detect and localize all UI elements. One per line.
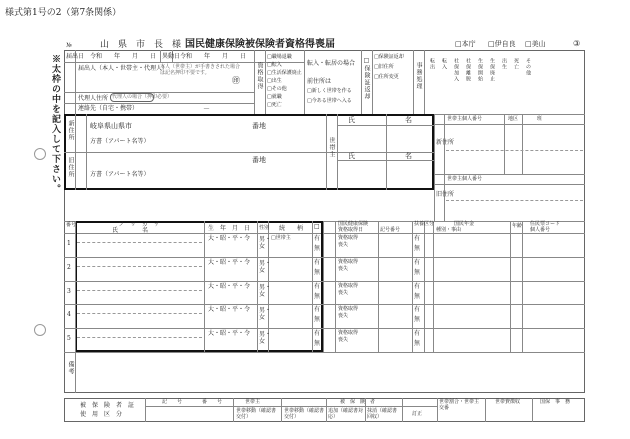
row-era[interactable]: 大・昭・平・令 — [208, 259, 251, 266]
row-kana-separator — [77, 266, 202, 267]
row-acq: 資格取得 — [338, 330, 359, 336]
footer-sub-1: 世帯移動（確認書交付） — [236, 408, 277, 420]
col-check[interactable]: □ — [314, 223, 320, 230]
panel-item-8[interactable]: 死亡 — [513, 58, 519, 70]
office-ijira[interactable]: □伊自良 — [488, 40, 516, 48]
name-col-2: 名 — [405, 152, 412, 160]
footer-left-1: 被 保 険 者 証 — [80, 402, 135, 409]
row-era[interactable]: 大・昭・平・令 — [208, 330, 251, 337]
form-no-label: № — [66, 42, 72, 49]
row-kana-separator — [77, 337, 202, 338]
form-code: 様式第1号の2（第7条関係） — [5, 8, 122, 18]
side-instruction: ※太枠の中を記入して下さい。 — [50, 54, 60, 194]
col-indiv-no: 個人番号 — [530, 227, 551, 233]
reason-code-a: □保険証返却 — [363, 57, 370, 100]
punch-hole-top — [34, 148, 46, 160]
row-sub-no[interactable]: 無 — [414, 293, 421, 300]
row-yes[interactable]: 有 — [314, 306, 321, 313]
old-apartment-label: 方書（アパート名等） — [90, 171, 150, 178]
panel-item-9[interactable]: その他 — [525, 58, 531, 76]
acq-option-2[interactable]: □転入 — [267, 62, 282, 68]
row-sub-yes[interactable]: 有 — [414, 306, 421, 313]
panel-item-3[interactable]: 社保加入 — [453, 58, 459, 82]
loss-option-4[interactable]: □死亡 — [267, 102, 282, 108]
row-sub-yes[interactable]: 有 — [414, 259, 421, 266]
col-nenkin: 国民年金 — [454, 221, 475, 227]
prev-option-1[interactable]: □新しく世帯を作る — [307, 88, 352, 94]
panel-item-7[interactable]: 出生 — [501, 58, 507, 70]
row-number: 3 — [67, 288, 71, 295]
footer-right-3: 国保 事 務 — [540, 399, 571, 405]
addressee: 山 県 市 長 様 — [100, 40, 182, 50]
col-ins-no: 記号番号 — [380, 227, 401, 233]
row-no[interactable]: 無 — [314, 269, 321, 276]
row-sub-no[interactable]: 無 — [414, 269, 421, 276]
household-no-label-2: 世帯主個人番号 — [447, 176, 483, 182]
row-yes[interactable]: 有 — [314, 330, 321, 337]
row-lost: 喪失 — [338, 313, 349, 319]
old-side-label: 旧住所 — [436, 191, 455, 198]
col-ins-date: 資格取得日 — [338, 227, 364, 233]
ward-label: 班 — [537, 116, 543, 122]
rep-address-label: 代理人住所 — [78, 95, 109, 102]
row-sex[interactable]: 男・女 — [259, 331, 272, 346]
row-relation-opt[interactable]: □世帯主 — [271, 235, 291, 241]
panel-item-2[interactable]: 転入 — [441, 58, 447, 70]
right-panel-label: 事務処理 — [415, 62, 422, 90]
date-label: 届出日 — [66, 53, 85, 60]
row-kana-separator — [77, 313, 202, 314]
row-yes[interactable]: 有 — [314, 235, 321, 242]
row-acq: 資格取得 — [338, 259, 359, 265]
circled-number: ③ — [573, 39, 581, 48]
row-number: 4 — [67, 311, 71, 318]
row-sub-no[interactable]: 無 — [414, 340, 421, 347]
reporter-note: 本人（世帯主）が手書きされた場合は記名押印不要です。 — [160, 64, 241, 76]
col-relation: 続 柄 — [279, 225, 304, 232]
row-sex[interactable]: 男・女 — [259, 236, 272, 251]
in-label: 転入・転居の場合 — [307, 60, 356, 67]
footer-col-2: 番 号 — [202, 399, 223, 405]
status-label: 異動日 — [162, 53, 181, 60]
household-no-label-1: 世帯主個人番号 — [447, 116, 483, 122]
reporter-label: 届出人（本人・世帯主・代理人） — [78, 65, 169, 72]
rep-address-note: 代理人の場合（押印必要） — [112, 94, 173, 100]
row-yes[interactable]: 有 — [314, 259, 321, 266]
footer-sub-2: 世帯移動（確認書交付） — [284, 408, 325, 420]
row-number: 2 — [67, 264, 71, 271]
office-miyama[interactable]: □美山 — [525, 40, 546, 48]
misc-option-1[interactable]: □保険証返却 — [374, 54, 404, 60]
footer-col-4: 被 保 険 者 — [340, 399, 376, 405]
punch-hole-bottom — [34, 324, 46, 336]
kana-col-2: 氏 — [348, 152, 355, 160]
new-city[interactable]: 岐阜県山県市 — [90, 122, 132, 130]
row-sex[interactable]: 男・女 — [259, 307, 272, 322]
col-personal-no: 住民票コード — [530, 221, 561, 227]
row-kana-separator — [77, 290, 202, 291]
old-addr-label: 旧住所 — [67, 157, 74, 178]
new-side-label: 新住所 — [436, 139, 455, 146]
panel-item-1[interactable]: 転出 — [429, 58, 435, 70]
row-sub-no[interactable]: 無 — [414, 316, 421, 323]
acq-option-1[interactable]: □職場退職 — [267, 54, 292, 60]
footer-right-2: 世帯費徴収 — [495, 399, 521, 405]
col-kana: フ リ ガ ナ — [118, 221, 161, 228]
loss-option-1[interactable]: □就職 — [267, 94, 282, 100]
footer-col-1: 記 号 — [162, 399, 183, 405]
footer-left-2: 使 用 区 分 — [80, 411, 123, 418]
footer-sub-3: 追加（確認書対応） — [328, 408, 364, 420]
remarks-label: 備考 — [67, 361, 74, 375]
new-apartment-label: 方書（アパート名等） — [90, 138, 150, 145]
office-honcho[interactable]: □本庁 — [455, 40, 476, 48]
district-label: 地区 — [508, 116, 519, 122]
panel-item-4[interactable]: 社保離脱 — [465, 58, 471, 82]
row-number: 5 — [67, 335, 71, 342]
acq-option-5[interactable]: □その他 — [267, 86, 287, 92]
footer-right-1: 世帯割合・世帯主交番 — [439, 399, 480, 411]
row-no[interactable]: 無 — [314, 293, 321, 300]
prev-option-2[interactable]: □今ある世帯へ入る — [307, 98, 352, 104]
footer-col-3: 世帯主 — [245, 399, 261, 405]
col-no: 番号 — [66, 222, 77, 228]
row-acq: 資格取得 — [338, 306, 359, 312]
col-ins-group: 国民健康保険 — [338, 221, 369, 227]
col-name: 氏 名 — [112, 227, 149, 234]
status-value[interactable]: 令和 年 月 日 — [180, 53, 247, 60]
acq-option-4[interactable]: □出生 — [267, 78, 282, 84]
phone-dash: － — [203, 105, 210, 113]
name-col-1: 名 — [405, 116, 412, 124]
row-lost: 喪失 — [338, 337, 349, 343]
col-age: 年齢 — [512, 223, 523, 229]
seal-mark: ㊞ — [232, 76, 240, 85]
row-yes[interactable]: 有 — [314, 283, 321, 290]
old-banchi: 番地 — [252, 156, 266, 164]
footer-sub-5: 訂正 — [412, 411, 423, 417]
row-lost: 喪失 — [338, 266, 349, 272]
panel-item-6[interactable]: 生保廃止 — [489, 58, 495, 82]
row-sub-yes[interactable]: 有 — [414, 235, 421, 242]
row-no[interactable]: 無 — [314, 245, 321, 252]
row-lost: 喪失 — [338, 242, 349, 248]
row-acq: 資格取得 — [338, 283, 359, 289]
misc-option-2[interactable]: □旧住所 — [374, 64, 394, 70]
new-addr-label: 新住所 — [67, 120, 74, 141]
acq-option-3[interactable]: □生活保護廃止 — [267, 70, 302, 76]
kana-col-1: 氏 — [348, 116, 355, 124]
form-title: 国民健康保険被保険者資格得喪届 — [185, 39, 335, 50]
panel-item-5[interactable]: 生保開始 — [477, 58, 483, 82]
col-birth: 生 年 月 日 — [208, 225, 251, 232]
col-ins-sub: 扶養区分 — [414, 221, 435, 227]
row-sub-yes[interactable]: 有 — [414, 330, 421, 337]
row-sub-no[interactable]: 無 — [414, 245, 421, 252]
row-number: 1 — [67, 240, 71, 247]
row-kana-separator — [77, 242, 202, 243]
new-banchi: 番地 — [252, 122, 266, 130]
row-sex[interactable]: 男・女 — [259, 260, 272, 275]
row-era[interactable]: 大・昭・平・令 — [208, 235, 251, 242]
row-acq: 資格取得 — [338, 235, 359, 241]
householder-label: 世帯主 — [328, 137, 335, 158]
date-value[interactable]: 令和 年 月 日 — [90, 53, 157, 60]
phone-label: 連絡先（自宅・携帯） — [78, 105, 139, 112]
col-nenkin-kind: 種別・事由 — [436, 227, 462, 233]
prev-label: 前住所は — [307, 78, 332, 85]
row-lost: 喪失 — [338, 290, 349, 296]
col-sex: 性別 — [259, 225, 270, 231]
footer-sub-4: 抹消（確認書回収） — [367, 408, 398, 420]
row-era[interactable]: 大・昭・平・令 — [208, 306, 251, 313]
misc-option-3[interactable]: □住所変更 — [374, 74, 399, 80]
row-sub-yes[interactable]: 有 — [414, 283, 421, 290]
row-no[interactable]: 無 — [314, 316, 321, 323]
row-no[interactable]: 無 — [314, 340, 321, 347]
row-era[interactable]: 大・昭・平・令 — [208, 283, 251, 290]
row-sex[interactable]: 男・女 — [259, 284, 272, 299]
acq-label: 資格取得 — [256, 62, 263, 90]
